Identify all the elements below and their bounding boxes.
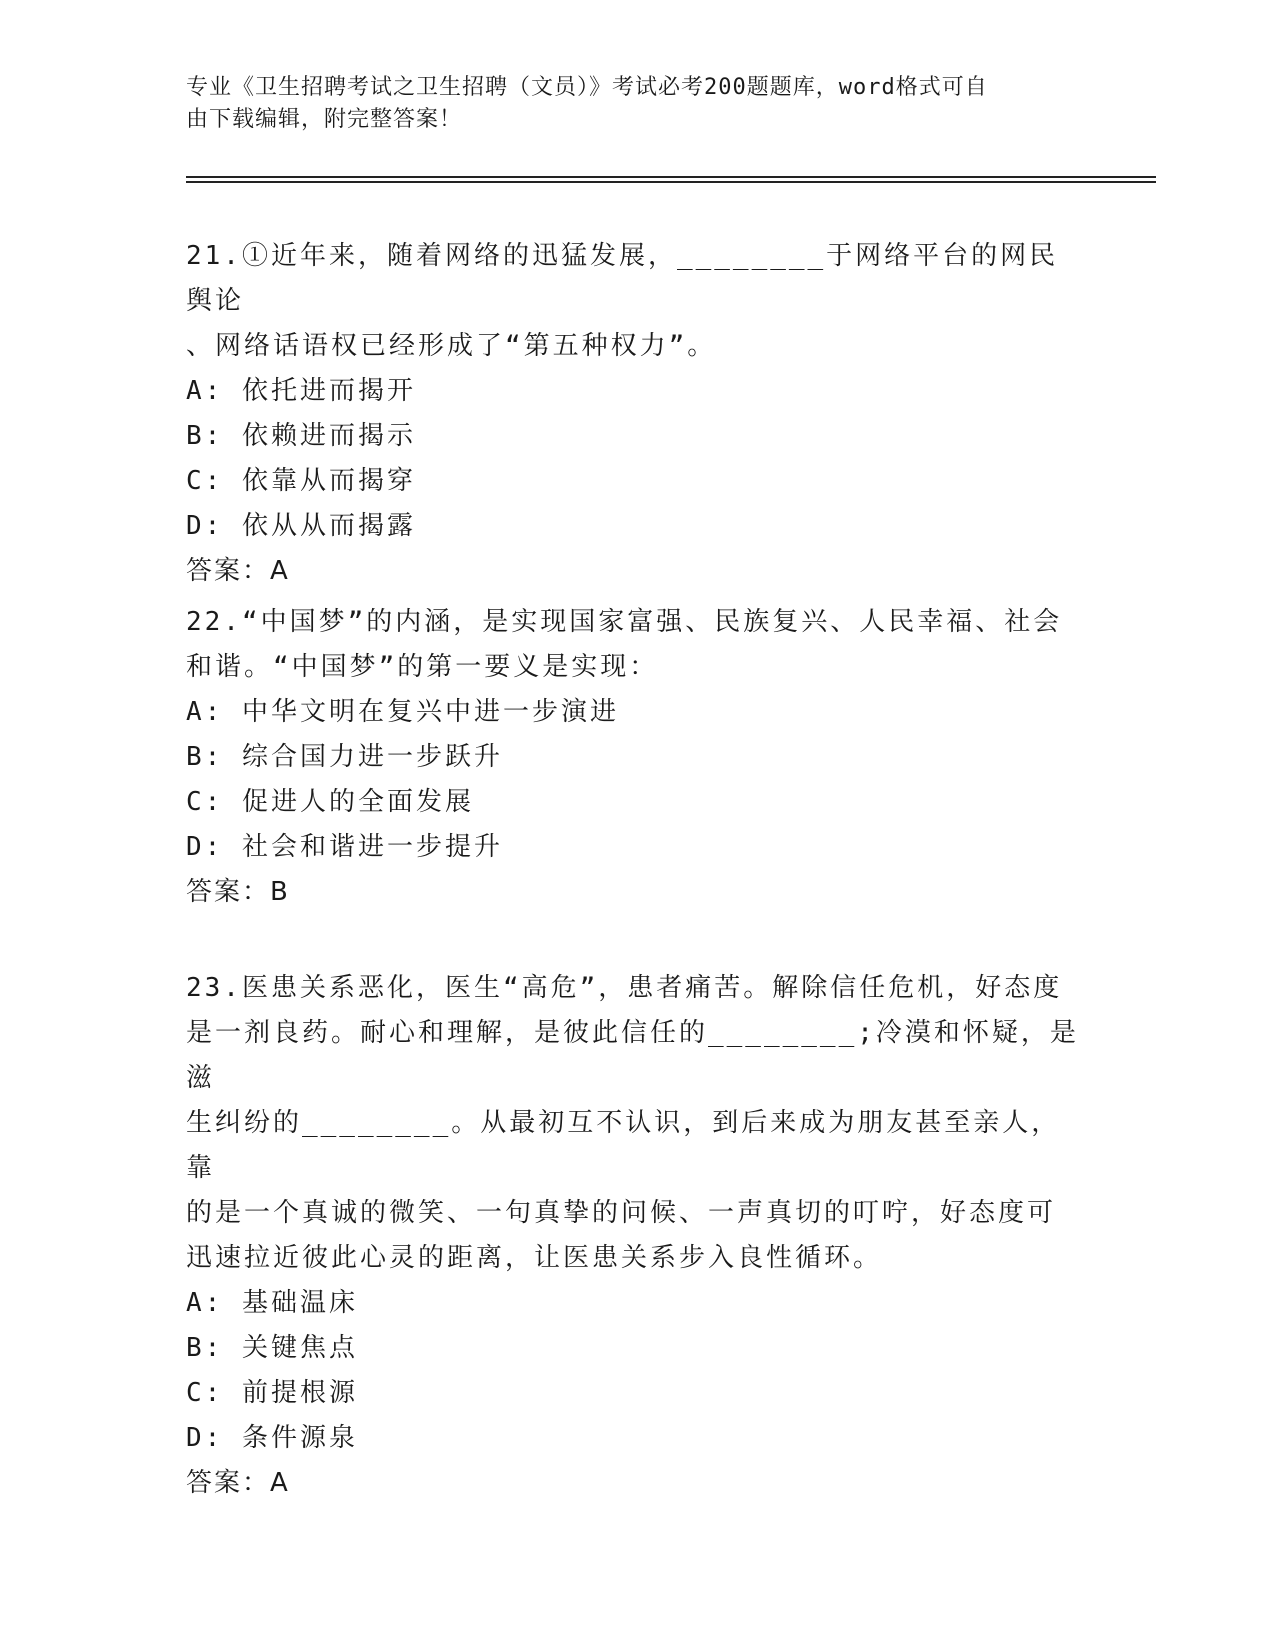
question-23: [186, 966, 1086, 1506]
option-c: C: 促进人的全面发展: [186, 787, 474, 817]
header-line-1: 专业《卫生招聘考试之卫生招聘（文员）》考试必考200题题库，word格式可自: [186, 75, 988, 100]
option-a: A: 依托进而揭开: [186, 376, 416, 406]
option-a: A: 基础温床: [186, 1288, 358, 1318]
stem-line: 21.①近年来，随着网络的迅猛发展，________于网络平台的网民舆论: [186, 241, 1059, 316]
header-divider-top: [186, 176, 1156, 178]
answer-label: 答案：B: [186, 877, 290, 907]
question-21: [186, 234, 1086, 594]
answer-label: 答案：A: [186, 1468, 290, 1498]
option-c: C: 依靠从而揭穿: [186, 466, 416, 496]
question-stem: [186, 600, 1086, 690]
option-b: B: 依赖进而揭示: [186, 421, 416, 451]
option-b: B: 综合国力进一步跃升: [186, 742, 503, 772]
stem-line: 是一剂良药。耐心和理解，是彼此信任的________;冷漠和怀疑，是滋: [186, 1018, 1079, 1093]
question-22: [186, 600, 1086, 915]
option-d: D: 依从从而揭露: [186, 511, 416, 541]
option-d: D: 条件源泉: [186, 1423, 358, 1453]
question-stem: [186, 234, 1086, 369]
option-c: C: 前提根源: [186, 1378, 358, 1408]
answer-label: 答案：A: [186, 556, 290, 586]
option-d: D: 社会和谐进一步提升: [186, 832, 503, 862]
stem-line: 22.“中国梦”的内涵，是实现国家富强、民族复兴、人民幸福、社会: [186, 607, 1063, 637]
document-header: [186, 72, 1066, 136]
stem-line: 23.医患关系恶化，医生“高危”，患者痛苦。解除信任危机，好态度: [186, 973, 1063, 1003]
option-a: A: 中华文明在复兴中进一步演进: [186, 697, 619, 727]
stem-line: 生纠纷的________。从最初互不认识，到后来成为朋友甚至亲人，靠: [186, 1108, 1061, 1183]
stem-line: 迅速拉近彼此心灵的距离，让医患关系步入良性循环。: [186, 1243, 883, 1273]
stem-line: 的是一个真诚的微笑、一句真挚的问候、一声真切的叮咛，好态度可: [186, 1198, 1057, 1228]
header-line-2: 由下载编辑，附完整答案！: [186, 107, 463, 132]
stem-line: 、网络话语权已经形成了“第五种权力”。: [186, 331, 717, 361]
header-divider-bottom: [186, 181, 1156, 183]
stem-line: 和谐。“中国梦”的第一要义是实现：: [186, 652, 659, 682]
option-b: B: 关键焦点: [186, 1333, 358, 1363]
question-stem: [186, 966, 1086, 1281]
